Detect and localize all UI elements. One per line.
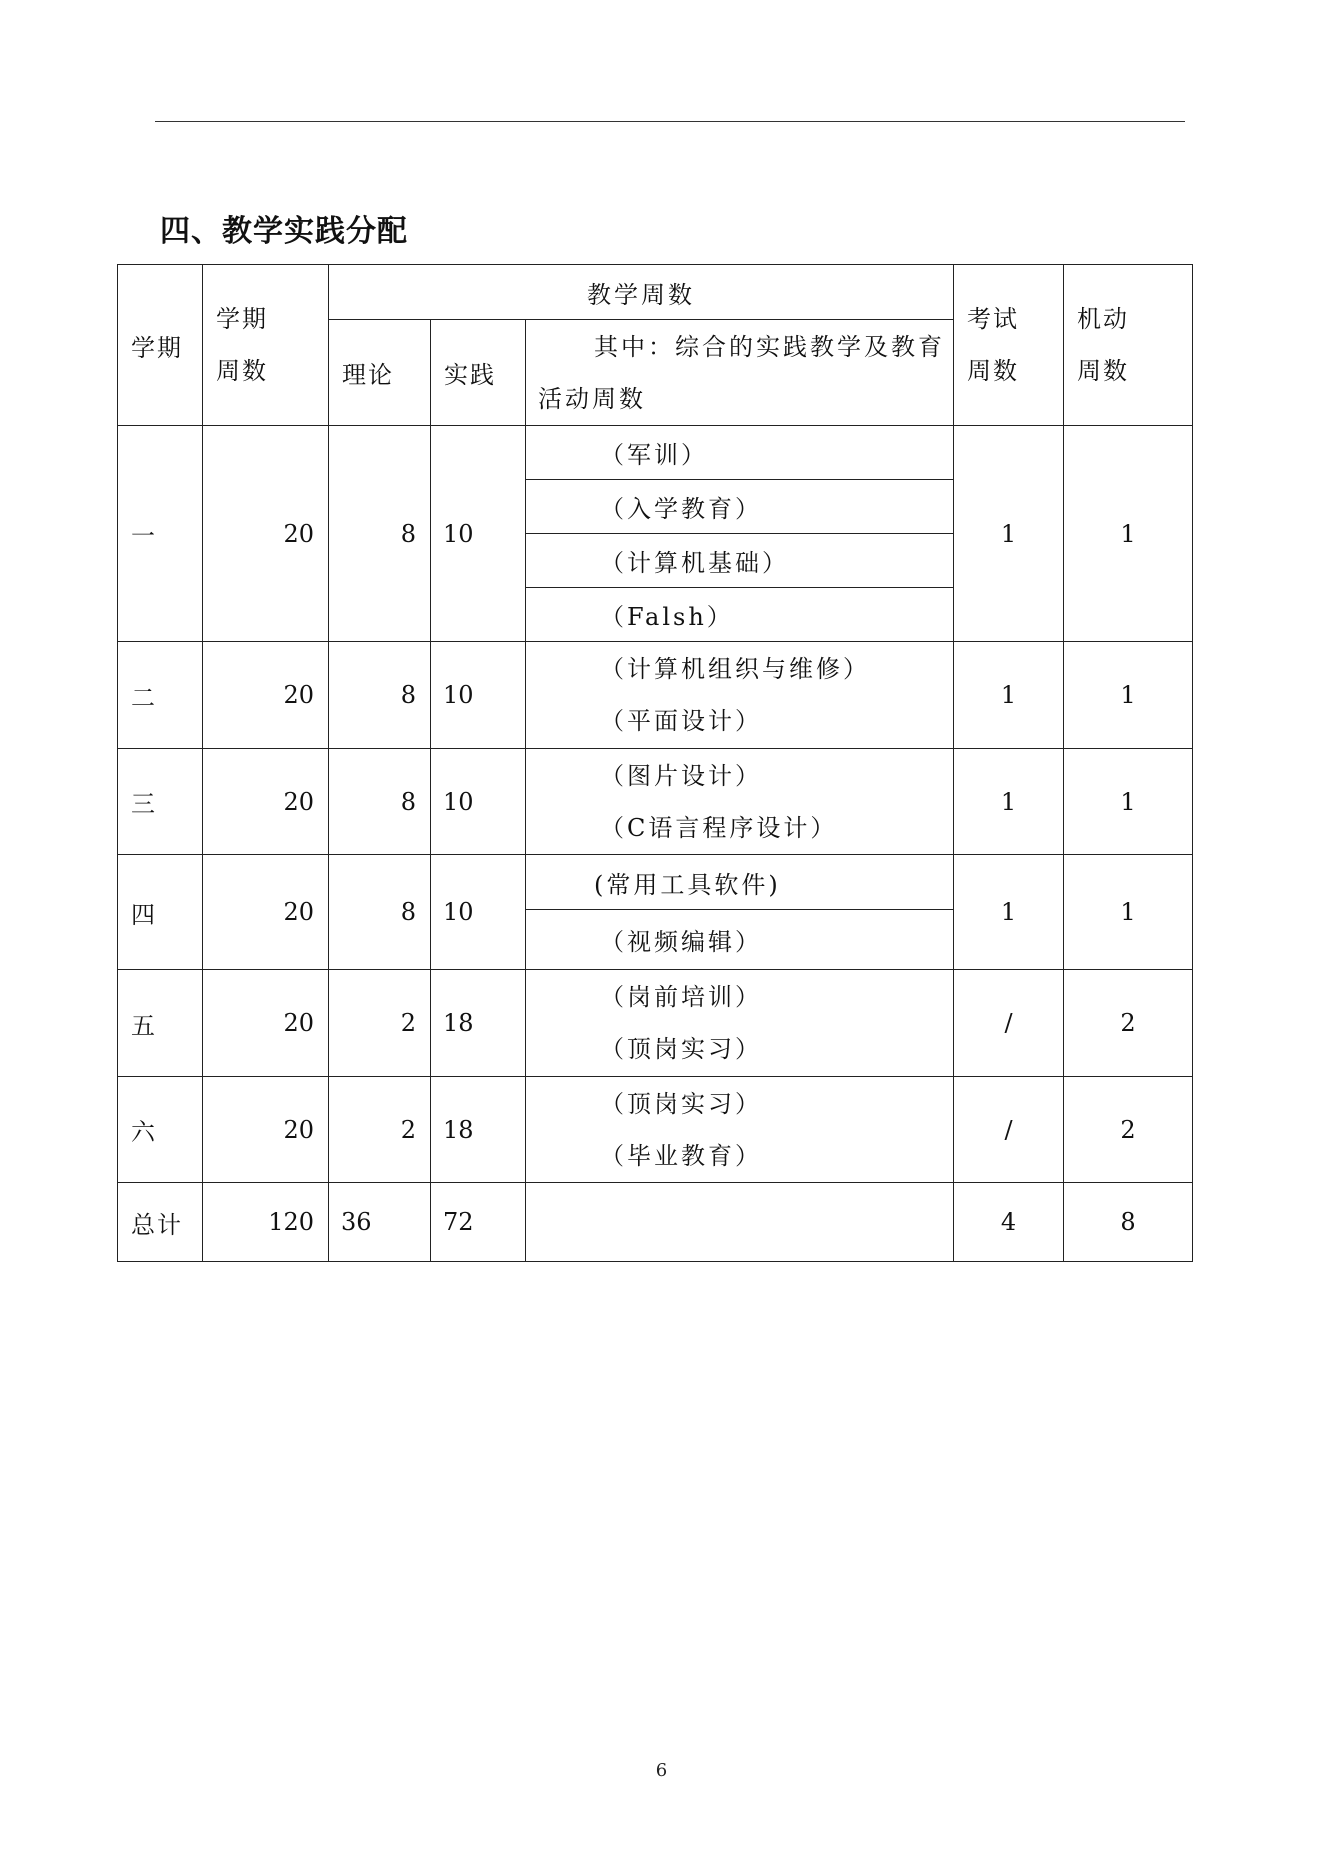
term-weeks-cell: 20 [203,749,329,855]
total-theory: 36 [329,1183,431,1262]
activity-cell [526,1077,954,1183]
activity-line: （平面设计） [600,707,762,735]
activity-cell: (常用工具软件) [526,855,954,910]
table-row [118,1077,1193,1183]
table-row [118,426,1193,480]
activity-line: （毕业教育） [600,1141,762,1170]
exam-cell: 1 [954,855,1064,970]
activity-cell: （入学教育） [526,480,954,534]
activity-cell: （计算机基础） [526,534,954,588]
activity-line: （顶岗实习） [600,1035,762,1063]
flex-cell: 2 [1064,1077,1193,1183]
table-total-row [118,1183,1193,1262]
activity-line: （图片设计） [600,761,762,790]
term-cell: 一 [118,426,203,642]
theory-cell: 8 [329,855,431,970]
flex-cell: 1 [1064,855,1193,970]
total-exam: 4 [954,1183,1064,1262]
total-label: 总计 [118,1183,203,1262]
header-activities-line1: 其中：综合的实践教学及教育 [594,332,945,361]
activity-line: （岗前培训） [600,983,762,1011]
total-weeks: 120 [203,1183,329,1262]
activity-cell [526,749,954,855]
term-weeks-cell: 20 [203,855,329,970]
header-teaching-weeks: 教学周数 [329,265,954,320]
exam-cell: / [954,1077,1064,1183]
activity-line: （顶岗实习） [600,1089,762,1118]
header-activities-line2: 活动周数 [538,384,646,413]
total-practice: 72 [431,1183,526,1262]
header-exam-weeks [954,265,1064,426]
exam-cell: 1 [954,642,1064,749]
header-term: 学期 [118,265,203,426]
theory-cell: 8 [329,749,431,855]
term-cell: 三 [118,749,203,855]
practice-cell: 18 [431,1077,526,1183]
activity-cell: （视频编辑） [526,910,954,970]
flex-cell: 2 [1064,970,1193,1077]
table-header-row [118,265,1193,320]
theory-cell: 2 [329,1077,431,1183]
exam-cell: 1 [954,749,1064,855]
header-flex-weeks [1064,265,1193,426]
term-cell: 四 [118,855,203,970]
header-practice: 实践 [431,320,526,426]
flex-cell: 1 [1064,426,1193,642]
term-cell: 五 [118,970,203,1077]
table-row [118,970,1193,1077]
header-term-weeks-line1: 学期 [216,305,268,333]
activity-line: （C语言程序设计） [600,813,838,842]
section-title: 四、教学实践分配 [160,214,408,249]
activity-line: （计算机组织与维修） [600,655,870,683]
total-activities [526,1183,954,1262]
term-cell: 六 [118,1077,203,1183]
practice-cell: 18 [431,970,526,1077]
term-cell: 二 [118,642,203,749]
exam-cell: 1 [954,426,1064,642]
header-term-weeks-line2: 周数 [216,357,268,385]
header-exam-line1: 考试 [967,305,1020,333]
total-flex: 8 [1064,1183,1193,1262]
header-term-weeks [203,265,329,426]
practice-cell: 10 [431,855,526,970]
practice-cell: 10 [431,426,526,642]
header-theory: 理论 [329,320,431,426]
teaching-practice-table [117,264,1193,1262]
header-rule [155,121,1185,122]
activity-cell: （Falsh） [526,588,954,642]
exam-cell: / [954,970,1064,1077]
theory-cell: 2 [329,970,431,1077]
term-weeks-cell: 20 [203,970,329,1077]
practice-cell: 10 [431,642,526,749]
term-weeks-cell: 20 [203,642,329,749]
page-number: 6 [655,1760,668,1781]
activity-cell [526,970,954,1077]
table-row [118,855,1193,910]
activity-cell: （军训） [526,426,954,480]
flex-cell: 1 [1064,642,1193,749]
term-weeks-cell: 20 [203,426,329,642]
practice-cell: 10 [431,749,526,855]
activity-cell [526,642,954,749]
theory-cell: 8 [329,426,431,642]
table-row [118,642,1193,749]
header-flex-line1: 机动 [1077,305,1130,333]
table-row [118,749,1193,855]
header-exam-line2: 周数 [967,357,1020,385]
theory-cell: 8 [329,642,431,749]
flex-cell: 1 [1064,749,1193,855]
term-weeks-cell: 20 [203,1077,329,1183]
header-flex-line2: 周数 [1077,357,1130,385]
header-activities [526,320,954,426]
